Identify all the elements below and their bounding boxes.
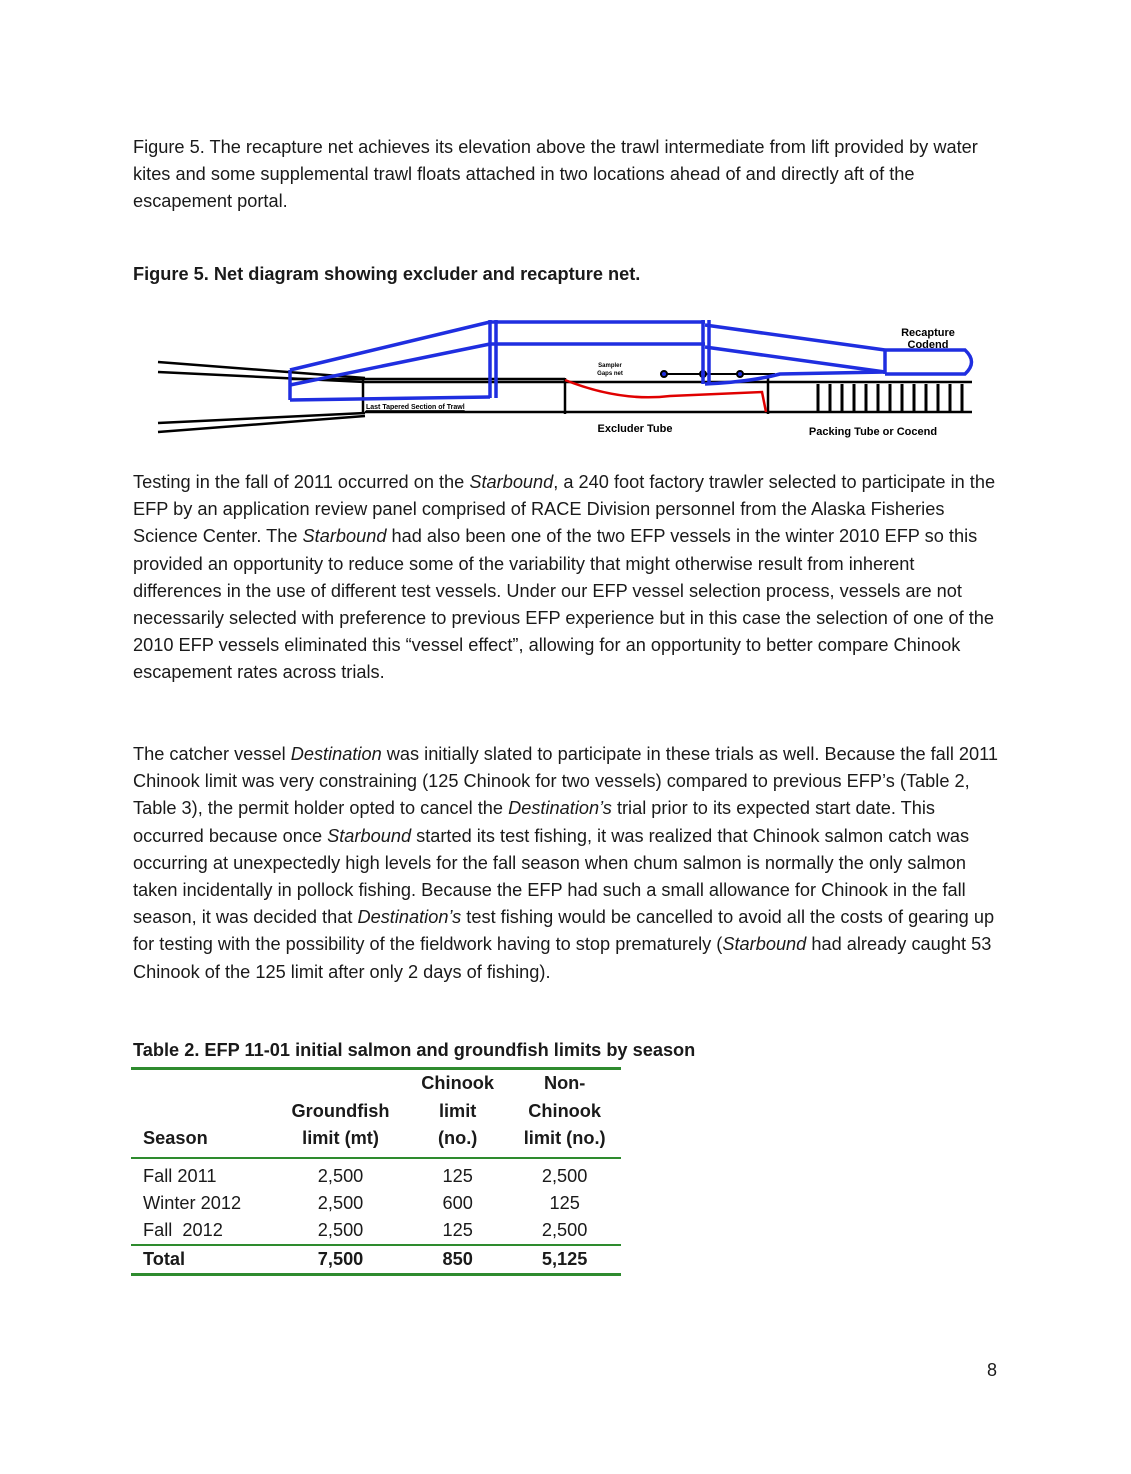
cell-groundfish: 2,500 (317, 1192, 364, 1213)
codend-rings (818, 384, 962, 412)
table-total-row (131, 1245, 621, 1275)
sampler-label-line1: Sampler (598, 363, 622, 369)
header-chinook: Chinook limit (no.) (421, 1073, 495, 1148)
header-season: Season (143, 1128, 208, 1148)
recapture-label-line2: Codend (907, 339, 949, 351)
cell-chinook: 125 (442, 1219, 473, 1240)
cell-nonchinook: 2,500 (541, 1165, 588, 1186)
cell-nonchinook: 2,500 (541, 1219, 588, 1240)
cell-total-groundfish: 7,500 (317, 1248, 364, 1269)
packing-tube-label: Packing Tube or Cocend (808, 426, 938, 438)
table-row (131, 1190, 621, 1217)
intro-paragraph: Figure 5. The recapture net achieves its elevation above the trawl intermediate from lift provided by water kites and some supplemental trawl floats attached in two locations ahead of and directly aft of the escapement portal. (133, 137, 978, 212)
cell-total-nonchinook: 5,125 (541, 1248, 588, 1269)
sampler-label-line2: Gaps net (597, 371, 623, 377)
cell-chinook: 600 (442, 1192, 473, 1213)
net-diagram (150, 312, 980, 442)
cell-chinook: 125 (442, 1165, 473, 1186)
destination-paragraph: The catcher vessel Destination was initially slated to participate in these trials as well. Because the fall 2011 Chinook limit was very constraining (125 Chinook for two vessels) compared to previous EFP’s (Table 2, Table 3), the permit holder opted to cancel the Destination’s trial prior to its expected start date. This occurred because once Starbound started its test fishing, it was realized that Chinook salmon catch was occurring at unexpectedly high levels for the fall season when chum salmon is normally the only salmon taken incidentally in pollock fishing. Because the EFP had such a small allowance for Chinook in the fall season, it was decided that Destination’s test fishing would be cancelled to avoid all the costs of gearing up for testing with the possibility of the fieldwork having to stop prematurely (Starbound had already caught 53 Chinook of the 125 limit after only 2 days of fishing). (133, 744, 999, 982)
limits-table (131, 1067, 621, 1276)
header-groundfish: Groundfish limit (mt) (291, 1100, 390, 1148)
table-row (131, 1158, 621, 1190)
page-number: 8 (987, 1360, 998, 1380)
cell-season: Fall 2012 (143, 1219, 223, 1240)
last-tapered-label: Last Tapered Section of Trawl (366, 404, 465, 411)
starbound-paragraph: Testing in the fall of 2011 occurred on the Starbound, a 240 foot factory trawler selected to participate in the EFP by an application review panel comprised of RACE Division personnel from the Alaska Fisheries Science Center. The Starbound had also been one of the two EFP vessels in the winter 2010 EFP so this provided an opportunity to reduce some of the variability that might otherwise result from inherent differences in the use of different test vessels. Under our EFP vessel selection process, vessels are not necessarily selected with preference to previous EFP experience but in this case the selection of one of the 2010 EFP vessels eliminated this “vessel effect”, allowing for an opportunity to better compare Chinook escapement rates across trials. (133, 472, 996, 683)
table-caption: Table 2. EFP 11-01 initial salmon and groundfish limits by season (133, 1040, 696, 1060)
table-row (131, 1217, 621, 1245)
cell-total-chinook: 850 (442, 1248, 473, 1269)
cell-season: Fall 2011 (143, 1165, 217, 1186)
cell-nonchinook: 125 (549, 1192, 580, 1213)
sampler-net (660, 371, 775, 377)
cell-season: Winter 2012 (143, 1192, 242, 1213)
excluder-tube-label: Excluder Tube (597, 423, 673, 435)
recapture-label-line1: Recapture (901, 327, 955, 339)
recapture-net (290, 320, 972, 400)
cell-total-label: Total (143, 1248, 186, 1269)
cell-groundfish: 2,500 (317, 1165, 364, 1186)
figure-caption: Figure 5. Net diagram showing excluder and recapture net. (133, 264, 641, 284)
cell-groundfish: 2,500 (317, 1219, 364, 1240)
table-header-row (131, 1069, 621, 1158)
header-nonchinook: Non- Chinook limit (no.) (523, 1073, 606, 1148)
excluder-panel (565, 380, 766, 412)
